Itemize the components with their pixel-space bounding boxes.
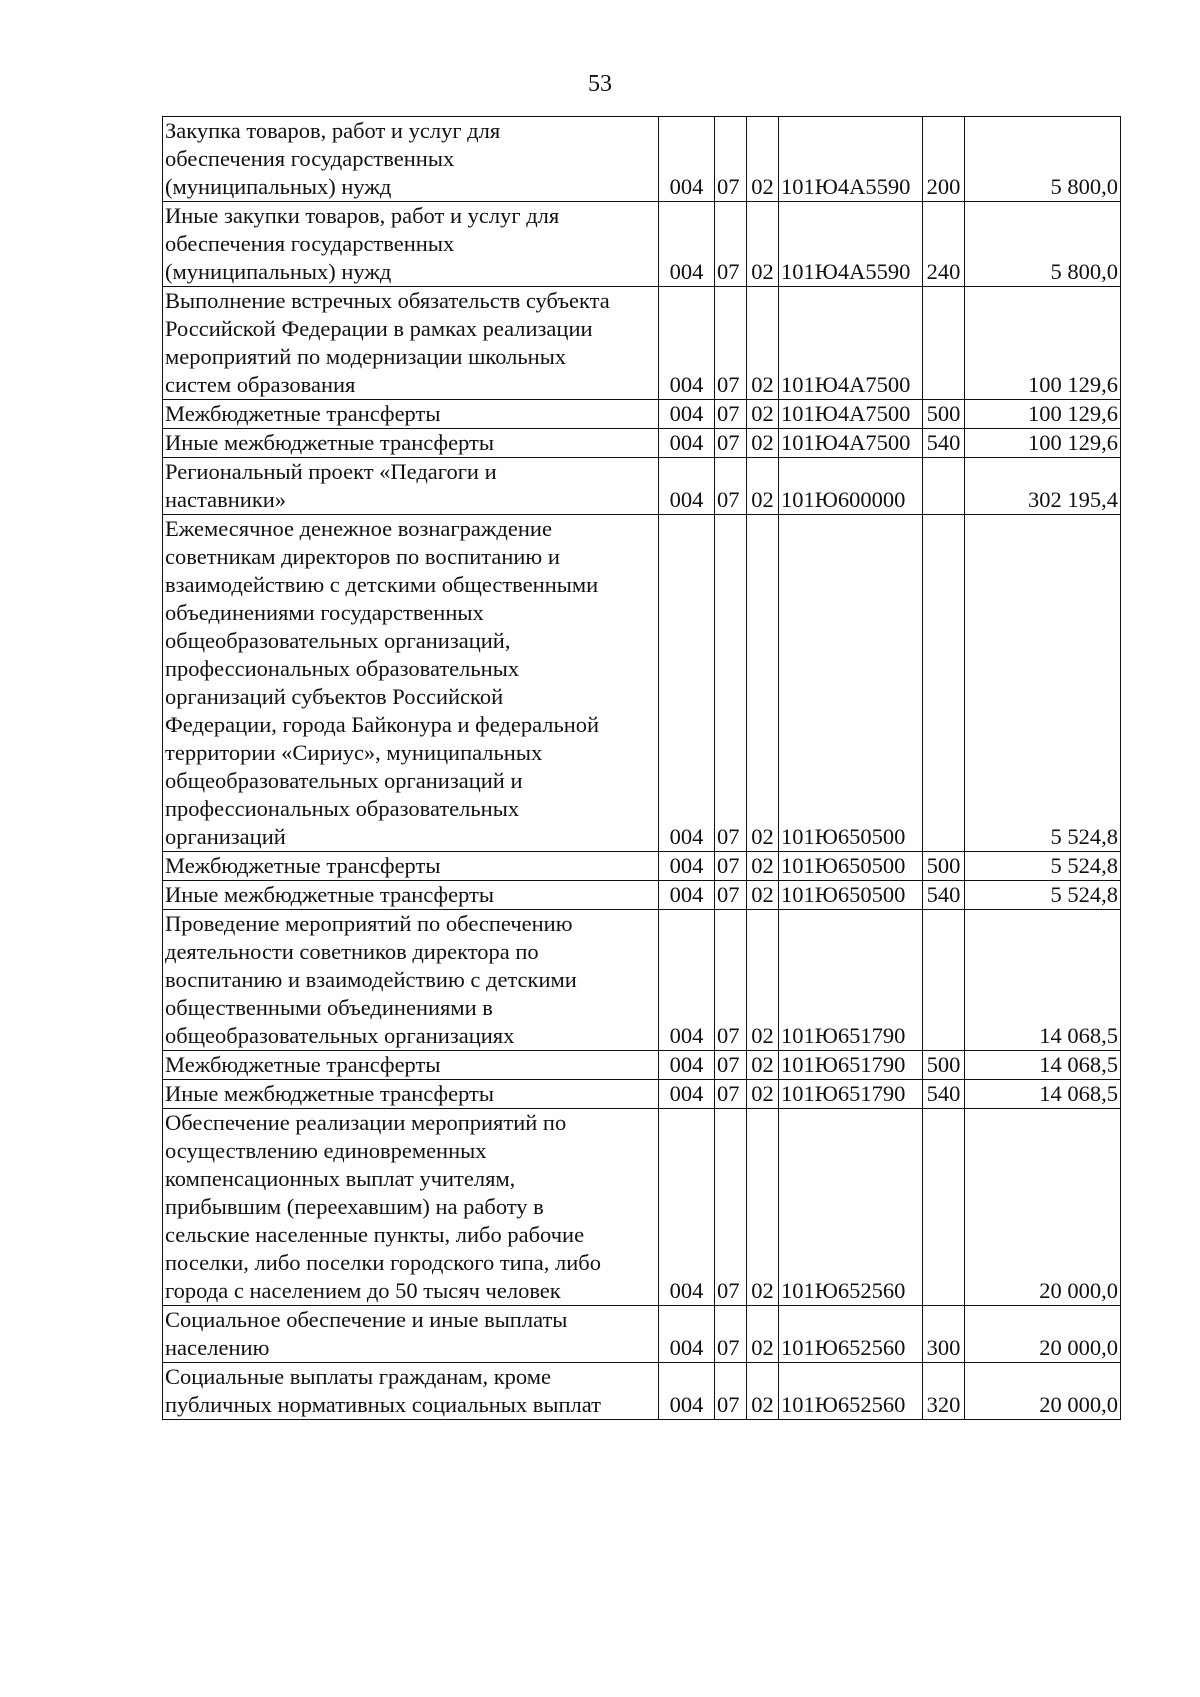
section-code-cell: 07	[715, 1109, 747, 1306]
target-article-cell: 101Ю650500	[779, 515, 923, 852]
item-name-line: наставники»	[165, 487, 287, 512]
item-name-line: организаций субъектов Российской	[165, 684, 504, 709]
target-article-cell: 101Ю652560	[779, 1363, 923, 1420]
table-row	[163, 1080, 1121, 1109]
expense-type-cell	[923, 515, 965, 852]
amount-cell: 302 195,4	[965, 458, 1121, 515]
ministry-code-cell: 004	[659, 202, 715, 287]
target-article-cell: 101Ю4А7500	[779, 400, 923, 429]
item-name-line: обеспечения государственных	[165, 231, 455, 256]
item-name-line: Социальное обеспечение и иные выплаты	[165, 1307, 568, 1332]
item-name-cell	[163, 400, 659, 429]
table-row	[163, 1051, 1121, 1080]
item-name-line: Федерации, города Байконура и федеральной	[165, 712, 600, 737]
ministry-code-cell: 004	[659, 852, 715, 881]
item-name-line: Обеспечение реализации мероприятий по	[165, 1110, 567, 1135]
section-code-cell: 07	[715, 1306, 747, 1363]
item-name-line: советникам директоров по воспитанию и	[165, 544, 560, 569]
item-name-line: поселки, либо поселки городского типа, либо	[165, 1250, 601, 1275]
item-name-line: сельские населенные пункты, либо рабочие	[165, 1222, 585, 1247]
expense-type-cell: 500	[923, 1051, 965, 1080]
item-name-cell	[163, 202, 659, 287]
target-article-cell: 101Ю652560	[779, 1109, 923, 1306]
amount-cell: 14 068,5	[965, 1051, 1121, 1080]
ministry-code-cell: 004	[659, 1109, 715, 1306]
target-article-cell: 101Ю650500	[779, 852, 923, 881]
amount-cell: 5 524,8	[965, 852, 1121, 881]
item-name-line: прибывшим (переехавшим) на работу в	[165, 1194, 544, 1219]
ministry-code-cell: 004	[659, 515, 715, 852]
item-name-cell	[163, 458, 659, 515]
subsection-code-cell: 02	[747, 1363, 779, 1420]
table-row	[163, 202, 1121, 287]
target-article-cell: 101Ю600000	[779, 458, 923, 515]
section-code-cell: 07	[715, 202, 747, 287]
expense-type-cell	[923, 287, 965, 400]
item-name-cell	[163, 1363, 659, 1420]
amount-cell: 100 129,6	[965, 400, 1121, 429]
expense-type-cell: 240	[923, 202, 965, 287]
item-name-line: обеспечения государственных	[165, 146, 455, 171]
item-name-line: населению	[165, 1335, 270, 1360]
subsection-code-cell: 02	[747, 1051, 779, 1080]
target-article-cell: 101Ю652560	[779, 1306, 923, 1363]
item-name-line: компенсационных выплат учителям,	[165, 1166, 516, 1191]
table-row	[163, 1363, 1121, 1420]
table-row	[163, 400, 1121, 429]
ministry-code-cell: 004	[659, 1051, 715, 1080]
section-code-cell: 07	[715, 429, 747, 458]
item-name-line: (муниципальных) нужд	[165, 174, 392, 199]
expense-type-cell: 540	[923, 1080, 965, 1109]
subsection-code-cell: 02	[747, 117, 779, 202]
item-name-cell	[163, 1306, 659, 1363]
item-name-line: профессиональных образовательных	[165, 656, 520, 681]
section-code-cell: 07	[715, 1080, 747, 1109]
amount-cell: 100 129,6	[965, 429, 1121, 458]
item-name-line: Проведение мероприятий по обеспечению	[165, 911, 573, 936]
item-name-cell	[163, 852, 659, 881]
item-name-cell	[163, 1051, 659, 1080]
target-article-cell: 101Ю651790	[779, 1051, 923, 1080]
budget-table	[162, 116, 1121, 1420]
item-name-cell	[163, 881, 659, 910]
expense-type-cell: 320	[923, 1363, 965, 1420]
item-name-line: Закупка товаров, работ и услуг для	[165, 118, 501, 143]
item-name-line: Межбюджетные трансферты	[165, 401, 441, 426]
item-name-line: Иные межбюджетные трансферты	[165, 430, 495, 455]
expense-type-cell	[923, 910, 965, 1051]
target-article-cell: 101Ю4А5590	[779, 117, 923, 202]
table-row	[163, 458, 1121, 515]
item-name-line: общественными объединениями в	[165, 995, 493, 1020]
target-article-cell: 101Ю4А5590	[779, 202, 923, 287]
item-name-cell	[163, 117, 659, 202]
item-name-cell	[163, 910, 659, 1051]
item-name-line: Иные межбюджетные трансферты	[165, 1081, 495, 1106]
ministry-code-cell: 004	[659, 1363, 715, 1420]
expense-type-cell: 200	[923, 117, 965, 202]
subsection-code-cell: 02	[747, 1080, 779, 1109]
section-code-cell: 07	[715, 852, 747, 881]
section-code-cell: 07	[715, 910, 747, 1051]
subsection-code-cell: 02	[747, 429, 779, 458]
expense-type-cell: 540	[923, 881, 965, 910]
section-code-cell: 07	[715, 400, 747, 429]
ministry-code-cell: 004	[659, 910, 715, 1051]
expense-type-cell	[923, 1109, 965, 1306]
amount-cell: 5 800,0	[965, 202, 1121, 287]
item-name-line: Иные межбюджетные трансферты	[165, 882, 495, 907]
item-name-cell	[163, 1080, 659, 1109]
section-code-cell: 07	[715, 1051, 747, 1080]
item-name-line: Региональный проект «Педагоги и	[165, 459, 497, 484]
amount-cell: 5 524,8	[965, 515, 1121, 852]
ministry-code-cell: 004	[659, 117, 715, 202]
amount-cell: 100 129,6	[965, 287, 1121, 400]
table-row	[163, 287, 1121, 400]
item-name-cell	[163, 515, 659, 852]
subsection-code-cell: 02	[747, 1306, 779, 1363]
expense-type-cell: 500	[923, 400, 965, 429]
ministry-code-cell: 004	[659, 1306, 715, 1363]
subsection-code-cell: 02	[747, 515, 779, 852]
item-name-line: объединениями государственных	[165, 600, 484, 625]
item-name-line: взаимодействию с детскими общественными	[165, 572, 599, 597]
amount-cell: 20 000,0	[965, 1109, 1121, 1306]
subsection-code-cell: 02	[747, 287, 779, 400]
amount-cell: 14 068,5	[965, 910, 1121, 1051]
table-row	[163, 852, 1121, 881]
subsection-code-cell: 02	[747, 881, 779, 910]
ministry-code-cell: 004	[659, 1080, 715, 1109]
item-name-line: организаций	[165, 824, 286, 849]
expense-type-cell: 540	[923, 429, 965, 458]
expense-type-cell: 300	[923, 1306, 965, 1363]
target-article-cell: 101Ю4А7500	[779, 287, 923, 400]
target-article-cell: 101Ю651790	[779, 1080, 923, 1109]
subsection-code-cell: 02	[747, 202, 779, 287]
table-row	[163, 1306, 1121, 1363]
target-article-cell: 101Ю650500	[779, 881, 923, 910]
subsection-code-cell: 02	[747, 400, 779, 429]
item-name-line: публичных нормативных социальных выплат	[165, 1392, 601, 1417]
item-name-cell	[163, 287, 659, 400]
target-article-cell: 101Ю4А7500	[779, 429, 923, 458]
amount-cell: 20 000,0	[965, 1306, 1121, 1363]
subsection-code-cell: 02	[747, 458, 779, 515]
item-name-line: воспитанию и взаимодействию с детскими	[165, 967, 577, 992]
amount-cell: 5 800,0	[965, 117, 1121, 202]
table-row	[163, 1109, 1121, 1306]
table-row	[163, 117, 1121, 202]
table-row	[163, 881, 1121, 910]
table-row	[163, 429, 1121, 458]
target-article-cell: 101Ю651790	[779, 910, 923, 1051]
item-name-line: общеобразовательных организациях	[165, 1023, 515, 1048]
item-name-cell	[163, 429, 659, 458]
section-code-cell: 07	[715, 458, 747, 515]
expense-type-cell: 500	[923, 852, 965, 881]
item-name-line: (муниципальных) нужд	[165, 259, 392, 284]
item-name-line: деятельности советников директора по	[165, 939, 539, 964]
item-name-line: Российской Федерации в рамках реализации	[165, 316, 593, 341]
item-name-line: осуществлению единовременных	[165, 1138, 487, 1163]
item-name-line: города с населением до 50 тысяч человек	[165, 1278, 561, 1303]
ministry-code-cell: 004	[659, 881, 715, 910]
table-row	[163, 515, 1121, 852]
item-name-line: Межбюджетные трансферты	[165, 1052, 441, 1077]
subsection-code-cell: 02	[747, 852, 779, 881]
table-row	[163, 910, 1121, 1051]
item-name-line: Выполнение встречных обязательств субъекта	[165, 288, 610, 313]
section-code-cell: 07	[715, 287, 747, 400]
item-name-line: Межбюджетные трансферты	[165, 853, 441, 878]
item-name-line: систем образования	[165, 372, 356, 397]
section-code-cell: 07	[715, 1363, 747, 1420]
budget-table-body	[163, 117, 1121, 1420]
section-code-cell: 07	[715, 881, 747, 910]
ministry-code-cell: 004	[659, 287, 715, 400]
item-name-line: территории «Сириус», муниципальных	[165, 740, 543, 765]
item-name-line: Социальные выплаты гражданам, кроме	[165, 1364, 551, 1389]
amount-cell: 5 524,8	[965, 881, 1121, 910]
ministry-code-cell: 004	[659, 458, 715, 515]
ministry-code-cell: 004	[659, 400, 715, 429]
amount-cell: 14 068,5	[965, 1080, 1121, 1109]
item-name-line: Ежемесячное денежное вознаграждение	[165, 516, 552, 541]
item-name-line: профессиональных образовательных	[165, 796, 520, 821]
item-name-line: общеобразовательных организаций и	[165, 768, 523, 793]
ministry-code-cell: 004	[659, 429, 715, 458]
section-code-cell: 07	[715, 515, 747, 852]
item-name-line: Иные закупки товаров, работ и услуг для	[165, 203, 560, 228]
subsection-code-cell: 02	[747, 1109, 779, 1306]
expense-type-cell	[923, 458, 965, 515]
page-number: 53	[588, 71, 612, 97]
section-code-cell: 07	[715, 117, 747, 202]
item-name-line: общеобразовательных организаций,	[165, 628, 511, 653]
item-name-line: мероприятий по модернизации школьных	[165, 344, 567, 369]
subsection-code-cell: 02	[747, 910, 779, 1051]
amount-cell: 20 000,0	[965, 1363, 1121, 1420]
item-name-cell	[163, 1109, 659, 1306]
